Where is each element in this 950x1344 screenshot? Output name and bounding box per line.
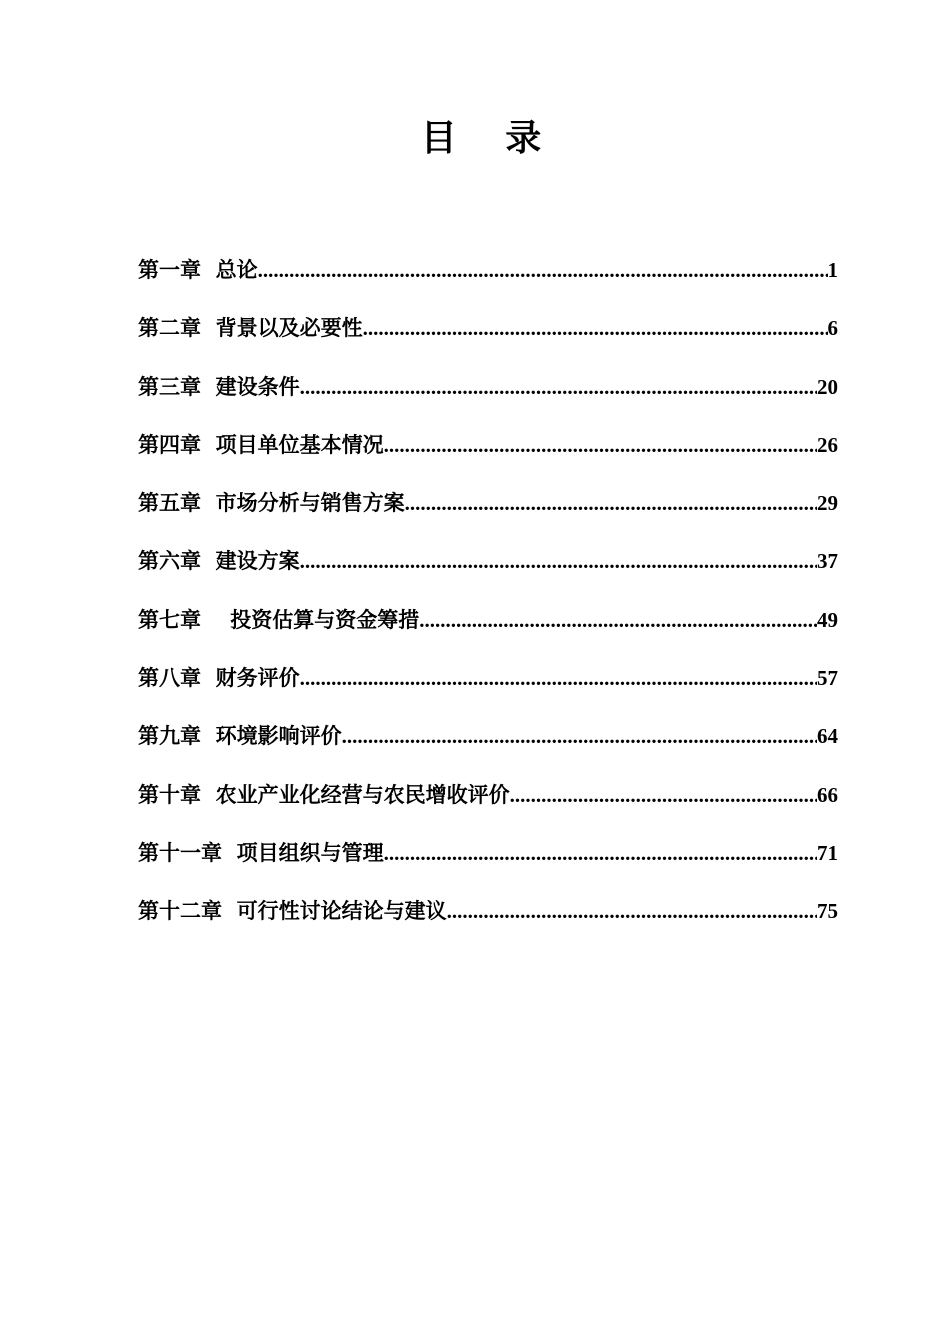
toc-entry-text [138, 662, 300, 692]
toc-page-number: 64 [817, 724, 838, 749]
toc-leader-dots [405, 491, 817, 516]
toc-entry[interactable] [138, 545, 838, 603]
toc-entry[interactable] [138, 254, 838, 312]
toc-separator [222, 840, 237, 865]
toc-page-number: 37 [817, 549, 838, 574]
toc-page-number: 20 [817, 374, 838, 399]
toc-chapter: 第五章 [138, 490, 201, 516]
toc-entry[interactable] [138, 371, 838, 429]
toc-leader-dots [384, 841, 817, 866]
toc-title: 目 录 [420, 117, 560, 159]
toc-entry-text [138, 779, 510, 809]
toc-leader-dots [363, 316, 828, 341]
toc-separator [201, 665, 216, 690]
toc-entry[interactable] [138, 779, 838, 837]
toc-entry-text [138, 545, 300, 575]
toc-separator [201, 315, 216, 340]
toc-entry-text [138, 604, 419, 634]
toc-leader-dots [419, 608, 817, 633]
toc-entry[interactable] [138, 487, 838, 545]
toc-separator [201, 548, 216, 573]
toc-entry-text [138, 895, 447, 925]
toc-chapter: 第二章 [138, 315, 201, 341]
toc-leader-dots [300, 666, 817, 691]
toc-chapter: 第九章 [138, 723, 201, 749]
toc-label: 可行性讨论结论与建议 [236, 898, 447, 924]
toc-leader-dots [447, 899, 817, 924]
toc-page-number: 29 [817, 491, 838, 516]
toc-chapter: 第十一章 [138, 839, 222, 865]
toc-page-number: 57 [817, 666, 838, 691]
toc-entry-text [138, 837, 384, 867]
toc-page-number: 75 [817, 899, 838, 924]
toc-chapter: 第三章 [138, 373, 201, 399]
toc-separator [201, 374, 216, 399]
toc-label: 环境影响评价 [215, 723, 342, 749]
toc-entry-text [138, 371, 300, 401]
toc-separator [201, 723, 216, 748]
toc-chapter: 第十章 [138, 781, 201, 807]
toc-page-number: 26 [817, 432, 838, 457]
toc-label: 总论 [215, 257, 258, 282]
toc-page-number: 66 [817, 782, 838, 807]
toc-entry-text [138, 429, 384, 459]
toc-separator [222, 898, 237, 923]
toc-entry[interactable] [138, 895, 838, 953]
toc-chapter: 第四章 [138, 431, 201, 457]
toc-page-number: 6 [827, 316, 838, 341]
toc-page-number: 49 [817, 607, 838, 632]
toc-entry-text [138, 254, 258, 284]
toc-separator [201, 432, 216, 457]
toc-separator [201, 782, 216, 807]
toc-entry[interactable] [138, 662, 838, 720]
toc-leader-dots [510, 783, 817, 808]
toc-entry[interactable] [138, 429, 838, 487]
toc-entry-text [138, 720, 342, 750]
toc-page-number: 71 [817, 840, 838, 865]
toc-chapter: 第七章 [138, 606, 201, 632]
toc-page-number: 1 [827, 258, 838, 282]
toc-entry[interactable] [138, 312, 838, 370]
toc-leader-dots [384, 433, 817, 458]
toc-chapter: 第八章 [138, 665, 201, 691]
toc-chapter: 第一章 [138, 257, 201, 282]
table-of-contents [138, 254, 838, 954]
toc-entry[interactable] [138, 604, 838, 662]
toc-label: 投资估算与资金筹措 [230, 606, 420, 632]
toc-entry[interactable] [138, 720, 838, 778]
toc-separator [201, 607, 230, 632]
toc-label: 建设方案 [215, 548, 300, 574]
toc-chapter: 第十二章 [138, 898, 222, 924]
toc-entry-text [138, 312, 363, 342]
toc-label: 建设条件 [215, 373, 300, 399]
toc-leader-dots [258, 258, 828, 283]
toc-label: 财务评价 [215, 665, 300, 691]
toc-entry-text [138, 487, 405, 517]
toc-leader-dots [300, 375, 817, 400]
toc-label: 市场分析与销售方案 [215, 490, 405, 516]
toc-chapter: 第六章 [138, 548, 201, 574]
toc-entry[interactable] [138, 837, 838, 895]
toc-label: 背景以及必要性 [215, 315, 363, 341]
toc-separator [201, 257, 216, 282]
toc-leader-dots [300, 549, 817, 574]
toc-label: 项目组织与管理 [236, 839, 384, 865]
toc-leader-dots [342, 724, 817, 749]
toc-label: 项目单位基本情况 [215, 431, 384, 457]
toc-label: 农业产业化经营与农民增收评价 [215, 781, 510, 807]
toc-separator [201, 490, 216, 515]
